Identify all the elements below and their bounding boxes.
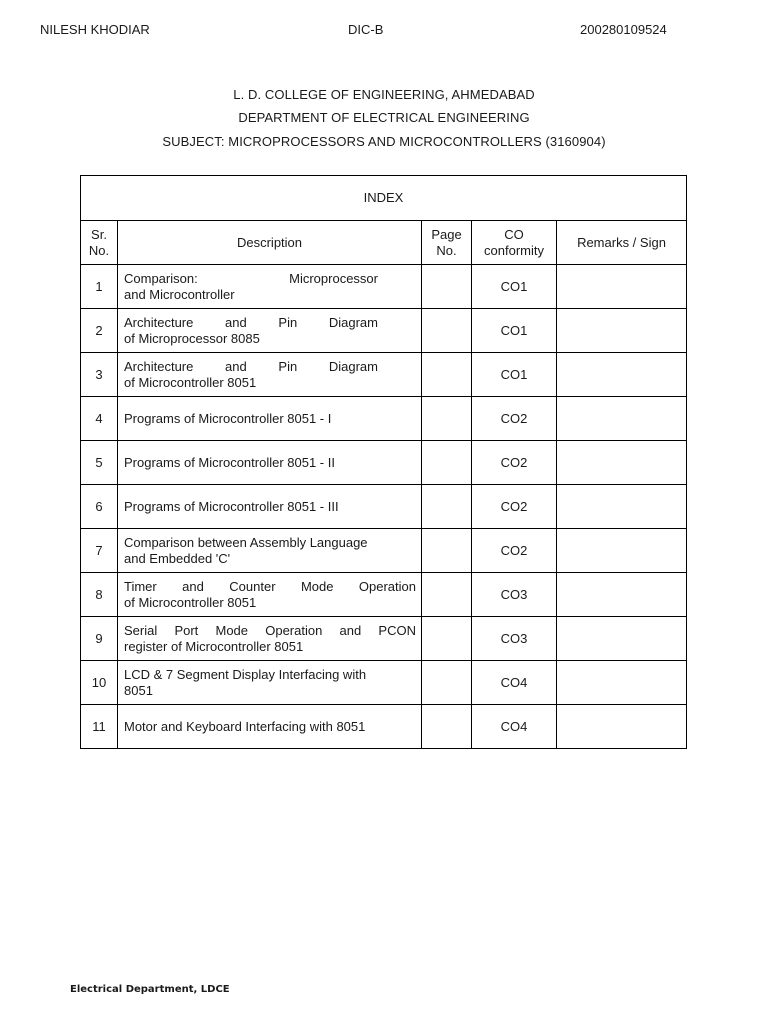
- department-title: DEPARTMENT OF ELECTRICAL ENGINEERING: [238, 110, 530, 125]
- row-sr-no: 6: [81, 485, 118, 529]
- table-row: [81, 573, 687, 617]
- table-row: [81, 309, 687, 353]
- row-description-line1: Motor and Keyboard Interfacing with 8051: [124, 718, 366, 734]
- row-remarks: [557, 617, 687, 661]
- row-sr-no: 8: [81, 573, 118, 617]
- row-sr-no: 4: [81, 397, 118, 441]
- row-description: [118, 617, 422, 661]
- row-co-conformity: CO3: [472, 573, 557, 617]
- row-description-line2: register of Microcontroller 8051: [124, 638, 304, 654]
- row-description: [118, 705, 422, 749]
- row-co-conformity: CO4: [472, 661, 557, 705]
- college-title: L. D. COLLEGE OF ENGINEERING, AHMEDABAD: [233, 87, 535, 102]
- row-co-conformity: CO2: [472, 441, 557, 485]
- table-row: [81, 705, 687, 749]
- row-sr-no: 9: [81, 617, 118, 661]
- division-label: DIC-B: [348, 22, 384, 37]
- row-sr-no: 7: [81, 529, 118, 573]
- row-page-no: [422, 529, 472, 573]
- row-sr-no: 5: [81, 441, 118, 485]
- header-co-conformity: [472, 221, 557, 265]
- row-co-conformity: CO1: [472, 353, 557, 397]
- header-description: Description: [118, 221, 422, 265]
- footer-text: Electrical Department, LDCE: [70, 984, 230, 995]
- table-row: [81, 397, 687, 441]
- row-description-line2: of Microcontroller 8051: [124, 374, 257, 390]
- row-page-no: [422, 309, 472, 353]
- row-description-line1: Comparison between Assembly Language: [124, 534, 368, 550]
- row-remarks: [557, 441, 687, 485]
- index-caption: INDEX: [81, 176, 687, 221]
- row-description: [118, 441, 422, 485]
- enrollment-number: 200280109524: [580, 22, 667, 37]
- row-description-line2: of Microprocessor 8085: [124, 330, 260, 346]
- table-row: [81, 485, 687, 529]
- header-co-line2: conformity: [484, 242, 544, 258]
- header-sr-line1: Sr.: [91, 226, 107, 242]
- row-remarks: [557, 529, 687, 573]
- table-row: [81, 353, 687, 397]
- row-description: [118, 485, 422, 529]
- subject-title: SUBJECT: MICROPROCESSORS AND MICROCONTROLLERS (3160904): [162, 134, 606, 149]
- row-description-line2: and Embedded 'C': [124, 550, 231, 566]
- header-co-line1: CO: [504, 226, 524, 242]
- row-page-no: [422, 705, 472, 749]
- row-co-conformity: CO2: [472, 397, 557, 441]
- row-page-no: [422, 485, 472, 529]
- row-sr-no: 3: [81, 353, 118, 397]
- header-sr-line2: No.: [88, 242, 110, 258]
- row-sr-no: 10: [81, 661, 118, 705]
- row-remarks: [557, 397, 687, 441]
- header-page-no: [422, 221, 472, 265]
- header-page-line2: No.: [436, 242, 457, 258]
- index-caption-row: [81, 176, 687, 221]
- row-description: [118, 353, 422, 397]
- row-remarks: [557, 309, 687, 353]
- table-row: [81, 661, 687, 705]
- row-remarks: [557, 485, 687, 529]
- index-table: [80, 175, 687, 749]
- row-page-no: [422, 661, 472, 705]
- row-sr-no: 1: [81, 265, 118, 309]
- row-description: [118, 529, 422, 573]
- row-description-line1: Timer and Counter Mode Operation: [124, 578, 416, 594]
- table-header-row: [81, 221, 687, 265]
- row-co-conformity: CO4: [472, 705, 557, 749]
- row-page-no: [422, 353, 472, 397]
- row-description: [118, 661, 422, 705]
- row-description-line1: Comparison: Microprocessor: [124, 270, 378, 286]
- header-sr-no: [81, 221, 118, 265]
- row-remarks: [557, 573, 687, 617]
- row-description: [118, 397, 422, 441]
- row-co-conformity: CO3: [472, 617, 557, 661]
- row-page-no: [422, 617, 472, 661]
- row-remarks: [557, 705, 687, 749]
- table-row: [81, 617, 687, 661]
- row-remarks: [557, 265, 687, 309]
- row-description-line2: 8051: [124, 682, 153, 698]
- row-co-conformity: CO2: [472, 485, 557, 529]
- row-description-line1: Architecture and Pin Diagram: [124, 358, 378, 374]
- row-description-line1: Programs of Microcontroller 8051 - II: [124, 454, 335, 470]
- row-description-line1: Architecture and Pin Diagram: [124, 314, 378, 330]
- student-name: NILESH KHODIAR: [40, 22, 150, 37]
- row-co-conformity: CO1: [472, 265, 557, 309]
- row-co-conformity: CO2: [472, 529, 557, 573]
- header-remarks: Remarks / Sign: [557, 221, 687, 265]
- row-sr-no: 2: [81, 309, 118, 353]
- row-description-line2: and Microcontroller: [124, 286, 235, 302]
- row-remarks: [557, 353, 687, 397]
- row-page-no: [422, 441, 472, 485]
- row-page-no: [422, 265, 472, 309]
- table-row: [81, 529, 687, 573]
- row-page-no: [422, 397, 472, 441]
- row-description-line2: of Microcontroller 8051: [124, 594, 257, 610]
- row-description-line1: Programs of Microcontroller 8051 - I: [124, 410, 332, 426]
- row-page-no: [422, 573, 472, 617]
- row-remarks: [557, 661, 687, 705]
- header-page-line1: Page: [431, 226, 462, 242]
- row-description-line1: Programs of Microcontroller 8051 - III: [124, 498, 339, 514]
- table-row: [81, 265, 687, 309]
- row-co-conformity: CO1: [472, 309, 557, 353]
- row-description-line1: LCD & 7 Segment Display Interfacing with: [124, 666, 367, 682]
- row-description: [118, 573, 422, 617]
- row-description-line1: Serial Port Mode Operation and PCON: [124, 622, 416, 638]
- table-row: [81, 441, 687, 485]
- row-description: [118, 309, 422, 353]
- row-description: [118, 265, 422, 309]
- row-sr-no: 11: [81, 705, 118, 749]
